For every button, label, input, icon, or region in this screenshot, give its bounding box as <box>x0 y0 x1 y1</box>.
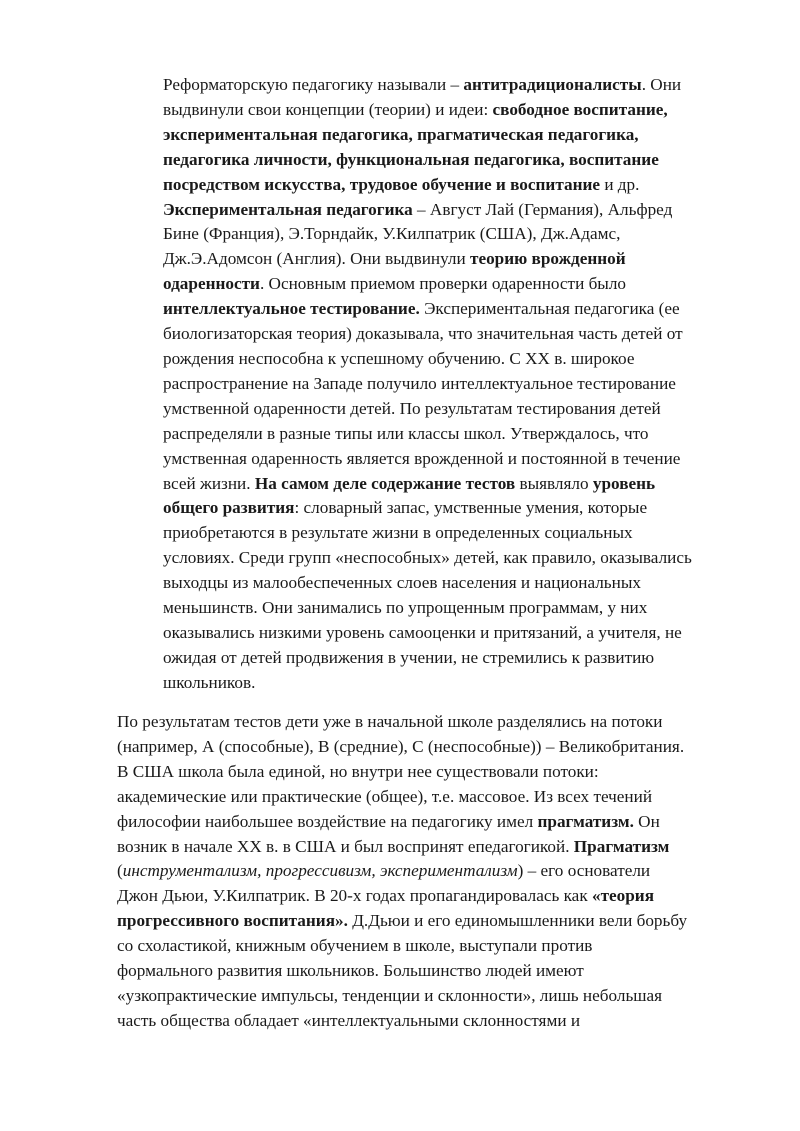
text-run: Реформаторскую педагогику называли – <box>163 75 464 94</box>
text-run: ожидая от детей продвижения в учении, не стремились к развитию <box>163 647 655 667</box>
bold-text: посредством искусства, трудовое обучение и воспитание <box>163 174 601 194</box>
text-line <box>163 123 753 148</box>
text-line <box>163 73 753 98</box>
text-run: «узкопрактические импульсы, тенденции и склонности», лишь небольшая <box>117 985 663 1005</box>
text-run: распределяли в разные типы или классы школ. Утверждалось, что <box>163 423 649 443</box>
text-line <box>163 596 753 621</box>
text-run: ( <box>117 861 123 881</box>
bold-text: прагматизм. <box>537 811 634 831</box>
text-run: всей жизни. <box>163 473 255 493</box>
text-run: Экспериментальная педагогика (ее <box>419 299 680 319</box>
text-line <box>163 496 753 521</box>
text-line <box>163 546 753 571</box>
text-line <box>163 247 753 272</box>
bold-text: одаренности <box>163 274 260 294</box>
bold-text: прогрессивного воспитания». <box>117 911 348 931</box>
text-run: умственной одаренности детей. По результатам тестирования детей <box>163 398 661 418</box>
text-run: меньшинств. Они занимались по упрощенным программам, у них <box>163 598 648 618</box>
text-run: Бине (Франция), Э.Торндайк, У.Килпатрик (США), Дж.Адамс, <box>163 224 621 244</box>
text-run: условиях. Среди групп «неспособных» детей, как правило, оказывались <box>163 548 692 568</box>
text-line <box>163 621 753 646</box>
text-line <box>163 198 753 223</box>
bold-text: На самом деле содержание тестов <box>254 473 516 493</box>
bold-text: свободное воспитание, <box>492 99 668 119</box>
text-line <box>163 422 753 447</box>
text-line <box>117 1009 757 1034</box>
text-line <box>163 671 753 696</box>
text-line <box>117 785 757 810</box>
text-line <box>163 397 753 422</box>
text-run: . Они <box>641 75 682 94</box>
bold-text: экспериментальная педагогика, прагматическая педагогика, <box>163 124 639 144</box>
bold-text: общего развития <box>163 498 295 518</box>
text-run: приобретаются в результате жизни в определенных социальных <box>163 523 633 543</box>
bold-text: интеллектуальное тестирование. <box>163 299 420 319</box>
text-run: выходцы из малообеспеченных слоев населения и национальных <box>163 573 641 593</box>
text-run: По результатам тестов дети уже в начальной школе разделялись на потоки <box>117 712 663 731</box>
text-run: выявляло <box>515 473 593 493</box>
text-line <box>163 347 753 372</box>
text-line <box>163 571 753 596</box>
text-line <box>163 521 753 546</box>
paragraph-reform-pedagogy <box>163 73 753 696</box>
text-run: философии наибольшее воздействие на педагогику имел <box>117 811 538 831</box>
text-line <box>163 372 753 397</box>
text-run: возник в начале XX в. в США и был воспринят епедагогикой. <box>117 836 574 856</box>
paragraph-pragmatism <box>117 710 757 1034</box>
text-line <box>163 148 753 173</box>
bold-text: теорию врожденной <box>470 249 626 269</box>
text-run: Джон Дьюи, У.Килпатрик. В 20-х годах пропагандировалась как <box>117 886 592 906</box>
text-run: выдвинули свои концепции (теории) и идеи: <box>163 99 493 119</box>
text-line <box>117 760 757 785</box>
text-line <box>117 959 757 984</box>
text-run: : словарный запас, умственные умения, которые <box>294 498 648 518</box>
text-run: со схоластикой, книжным обучением в школе, выступали против <box>117 936 593 956</box>
text-line <box>163 222 753 247</box>
text-line <box>163 646 753 671</box>
bold-text: «теория <box>591 886 654 906</box>
text-line <box>117 735 757 760</box>
text-run: . Основным приемом проверки одаренности было <box>259 274 627 294</box>
bold-text: антитрадиционалисты <box>463 75 642 94</box>
italic-text: инструментализм, прогрессивизм, экспериментализм <box>122 861 518 881</box>
bold-text: Прагматизм <box>573 836 670 856</box>
text-line <box>163 173 753 198</box>
text-line <box>117 934 757 959</box>
text-run: умственная одаренность является врожденной и постоянной в течение <box>163 448 681 468</box>
bold-text: уровень <box>592 473 656 493</box>
text-run: рождения неспособна к успешному обучению. С XX в. широкое <box>163 348 635 368</box>
text-run: академические или практические (общее), т.е. массовое. Из всех течений <box>117 786 653 806</box>
text-run: Д.Дьюи и его единомышленники вели борьбу <box>347 911 688 931</box>
bold-text: педагогика личности, функциональная педагогика, воспитание <box>163 149 659 169</box>
text-line <box>163 447 753 472</box>
text-line <box>163 272 753 297</box>
text-run: Дж.Э.Адомсон (Англия). Они выдвинули <box>163 249 470 269</box>
text-run: школьников. <box>163 672 256 692</box>
text-line <box>163 297 753 322</box>
text-run: часть общества обладает «интеллектуальными склонностями и <box>117 1010 581 1030</box>
text-run: биологизаторская теория) доказывала, что значительная часть детей от <box>163 324 683 344</box>
text-run: Он <box>633 811 660 831</box>
text-line <box>117 835 757 860</box>
text-line <box>117 710 757 735</box>
text-run: – Август Лай (Германия), Альфред <box>412 199 673 219</box>
bold-text: Экспериментальная педагогика <box>163 199 413 219</box>
text-line <box>117 984 757 1009</box>
text-line <box>163 98 753 123</box>
text-run: ) – его основатели <box>517 861 651 881</box>
text-run: (например, А (способные), В (средние), С (неспособные)) – Великобритания. <box>117 736 685 756</box>
text-run: и др. <box>600 174 640 194</box>
text-run: В США школа была единой, но внутри нее существовали потоки: <box>117 761 599 781</box>
text-line <box>163 472 753 497</box>
text-line <box>117 810 757 835</box>
text-line <box>117 909 757 934</box>
text-run: распространение на Западе получило интеллектуальное тестирование <box>163 373 676 393</box>
text-run: формального развития школьников. Большинство людей имеют <box>117 961 584 981</box>
text-run: оказывались низкими уровень самооценки и притязаний, а учителя, не <box>163 622 682 642</box>
text-line <box>117 859 757 884</box>
text-line <box>163 322 753 347</box>
text-line <box>117 884 757 909</box>
